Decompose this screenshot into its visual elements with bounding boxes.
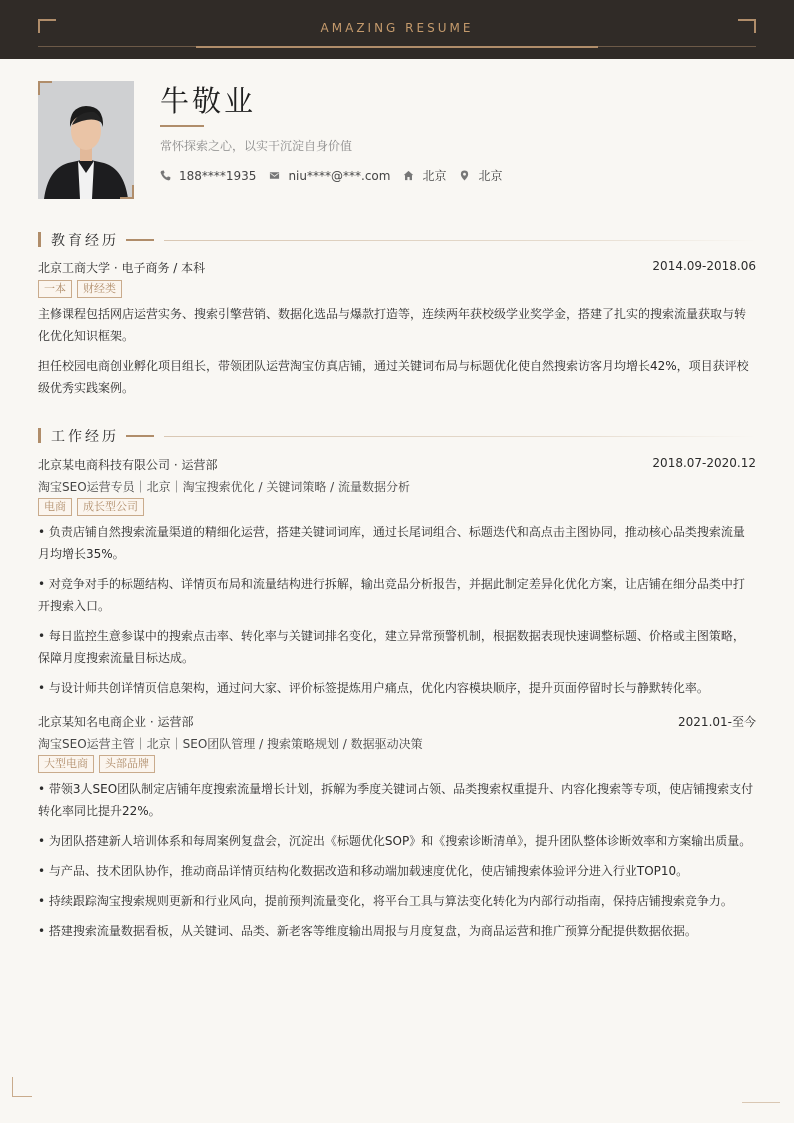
candidate-motto: 常怀探索之心，以实干沉淀自身价值 <box>160 139 353 153</box>
contact-email <box>269 169 390 183</box>
section-dash <box>126 435 154 437</box>
page-corner-bottom-left <box>12 1077 32 1097</box>
job-company: 北京某电商科技有限公司 · 运营部 <box>38 458 218 472</box>
job-bullet: • 持续跟踪淘宝搜索规则更新和行业风向，提前预判流量变化，将平台工具与算法变化转化为内部行动指南，保持店铺搜索竞争力。 <box>38 894 733 908</box>
tag: 财经类 <box>77 280 122 298</box>
tag: 成长型公司 <box>77 498 144 516</box>
job-entry <box>38 456 756 473</box>
candidate-name: 牛敬业 <box>160 84 257 118</box>
section-title-education: 教育经历 <box>51 233 119 249</box>
job-date: 2018.07-2020.12 <box>652 456 756 470</box>
contact-location <box>459 167 502 184</box>
job-bullet: • 与设计师共创详情页信息架构，通过问大家、评价标签提炼用户痛点，优化内容模块顺序，提升页面停留时长与静默转化率。 <box>38 681 709 695</box>
job-bullet: • 对竞争对手的标题结构、详情页布局和流量结构进行拆解，输出竞品分析报告，并据此制定差异化优化方案，让店铺在细分品类中打开搜索入口。 <box>38 577 745 613</box>
tag: 头部品牌 <box>99 755 155 773</box>
contact-phone-text: 188****1935 <box>179 168 257 183</box>
job-bullet: • 负责店铺自然搜索流量渠道的精细化运营，搭建关键词词库，通过长尾词组合、标题迭代和高点击主图协同，推动核心品类搜索流量月均增长35%。 <box>38 525 745 561</box>
home-icon <box>403 170 414 181</box>
banner-title: AMAZING RESUME <box>320 21 474 35</box>
education-tags <box>38 280 127 298</box>
job-tags <box>38 755 160 773</box>
location-pin-icon <box>459 170 470 181</box>
job-bullet: • 为团队搭建新人培训体系和每周案例复盘会，沉淀出《标题优化SOP》和《搜索诊断清单》，提升团队整体诊断效率和方案输出质量。 <box>38 834 752 848</box>
section-work <box>38 428 756 444</box>
education-paragraph: 担任校园电商创业孵化项目组长，带领团队运营淘宝仿真店铺，通过关键词布局与标题优化使自然搜索访客月均增长42%，项目获评校级优秀实践案例。 <box>38 359 749 395</box>
education-entry <box>38 259 756 276</box>
contact-home <box>403 167 446 184</box>
job-tags <box>38 498 149 516</box>
tag: 电商 <box>38 498 72 516</box>
job-entry <box>38 713 756 730</box>
job-company: 北京某知名电商企业 · 运营部 <box>38 715 194 729</box>
contact-location-text: 北京 <box>478 169 503 183</box>
contact-phone <box>160 169 256 183</box>
profile-photo <box>38 81 134 199</box>
contact-list <box>160 167 515 184</box>
section-dash <box>126 239 154 241</box>
header-banner <box>0 0 794 59</box>
mail-icon <box>269 170 280 181</box>
section-divider <box>164 240 756 241</box>
section-divider <box>164 436 756 437</box>
photo-corner-bottom-right <box>120 185 134 199</box>
name-underline <box>160 125 204 127</box>
avatar-illustration <box>38 81 134 199</box>
education-date: 2014.09-2018.06 <box>652 259 756 273</box>
photo-corner-top-left <box>38 81 52 95</box>
tag: 一本 <box>38 280 72 298</box>
banner-divider-accent <box>196 46 598 48</box>
job-bullet: • 搭建搜索流量数据看板，从关键词、品类、新老客等维度输出周报与月度复盘，为商品运营和推广预算分配提供数据依据。 <box>38 924 697 938</box>
contact-home-text: 北京 <box>422 169 447 183</box>
job-bullet: • 每日监控生意参谋中的搜索点击率、转化率与关键词排名变化，建立异常预警机制，根据数据表现快速调整标题、价格或主图策略，保障月度搜索流量目标达成。 <box>38 629 745 665</box>
job-bullet: • 与产品、技术团队协作，推动商品详情页结构化数据改造和移动端加载速度优化，使店铺搜索体验评分进入行业TOP10。 <box>38 864 689 878</box>
job-subtitle: 淘宝SEO运营专员｜北京｜淘宝搜索优化 / 关键词策略 / 流量数据分析 <box>38 480 410 494</box>
job-subtitle: 淘宝SEO运营主管｜北京｜SEO团队管理 / 搜索策略规划 / 数据驱动决策 <box>38 737 423 751</box>
section-marker <box>38 428 41 443</box>
tag: 大型电商 <box>38 755 94 773</box>
job-date: 2021.01-至今 <box>678 715 756 729</box>
contact-email-text: niu****@***.com <box>288 168 391 183</box>
phone-icon <box>160 170 171 181</box>
section-education <box>38 232 756 248</box>
job-bullet: • 带领3人SEO团队制定店铺年度搜索流量增长计划，拆解为季度关键词占领、品类搜索权重提升、内容化搜索等专项，使店铺搜索支付转化率同比提升22%。 <box>38 782 754 818</box>
education-school: 北京工商大学 · 电子商务 / 本科 <box>38 261 206 275</box>
education-paragraph: 主修课程包括网店运营实务、搜索引擎营销、数据化选品与爆款打造等，连续两年获校级学业奖学金，搭建了扎实的搜索流量获取与转化优化知识框架。 <box>38 307 747 343</box>
section-marker <box>38 232 41 247</box>
page-corner-bottom-right <box>742 1102 780 1103</box>
section-title-work: 工作经历 <box>51 429 119 445</box>
